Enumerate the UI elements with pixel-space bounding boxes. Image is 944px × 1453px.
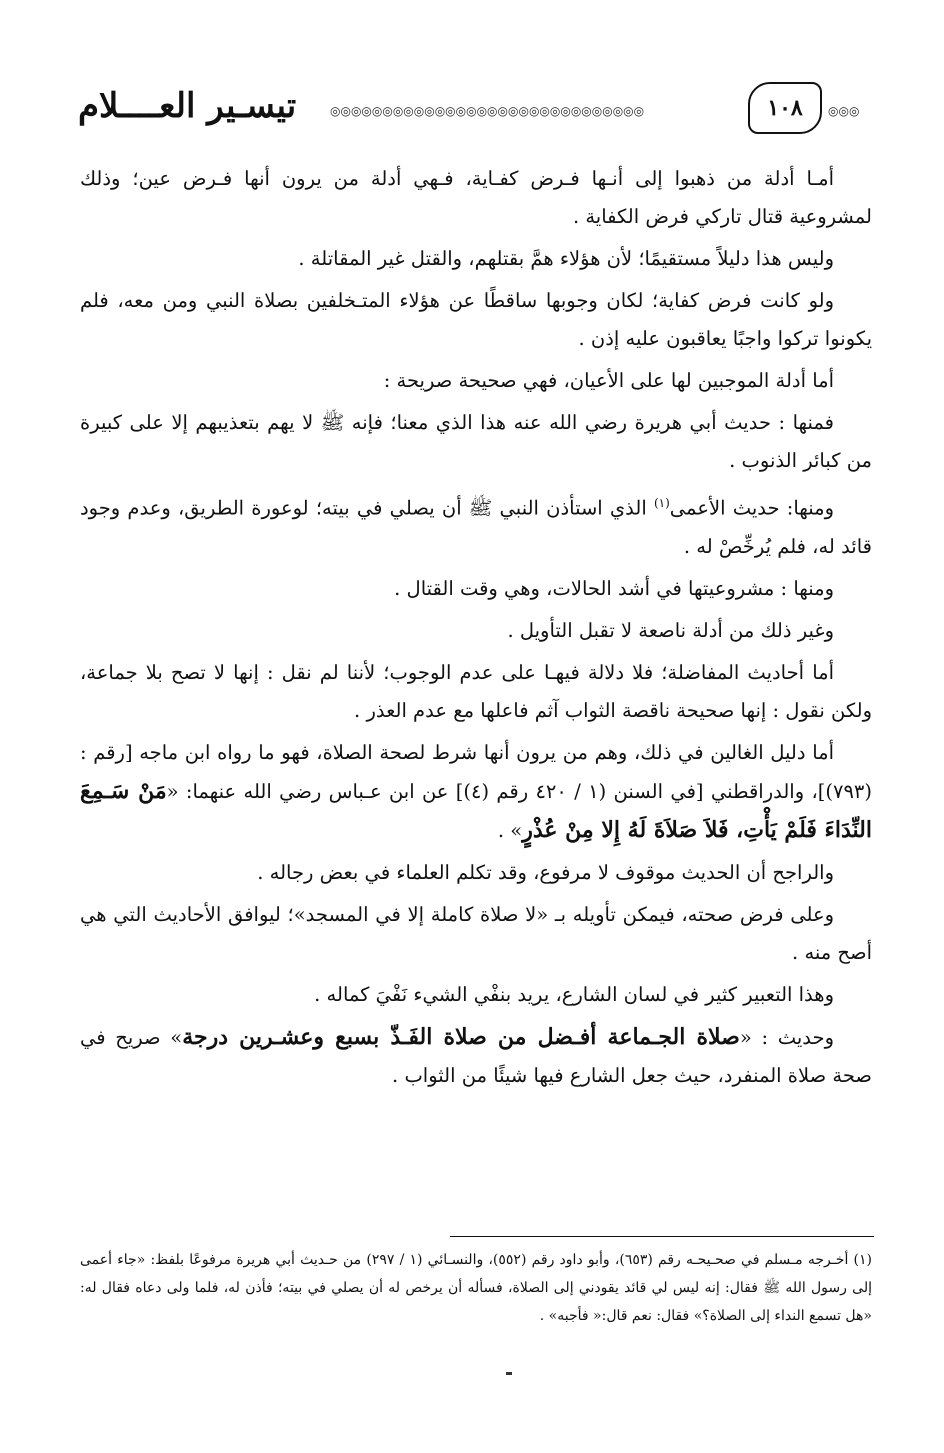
paragraph-text: الذي استأذن النبي ﷺ أن يصلي في بيته؛ لوعورة الطريق، وعدم وجود قائد له، فلم يُرخِّصْ له . — [80, 496, 872, 558]
paragraph — [80, 734, 872, 850]
paragraph-text: » . — [497, 818, 523, 842]
paragraph: وهذا التعبير كثير في لسان الشارع، يريد بنفْي الشيء نَفْيَ كماله . — [314, 982, 834, 1006]
paragraph-text: » صريح في صحة صلاة المنفرد، حيث جعل الشارع فيها شيئًا من الثواب . — [80, 1025, 872, 1087]
paragraph — [80, 484, 872, 566]
paragraph: فمنها : حديث أبي هريرة رضي الله عنه هذا الذي معنا؛ فإنه ﷺ لا يهم بتعذيبهم إلا على كبيرة من كبائر الذنوب . — [80, 411, 872, 472]
paragraph: ولو كانت فرض كفاية؛ لكان وجوبها ساقطًا عن هؤلاء المتـخلفين بصلاة النبي ومن معه، فلم يكونوا تركوا واجبًا يعاقبون عليه إذن . — [80, 289, 872, 350]
paragraph: وعلى فرض صحته، فيمكن تأويله بـ «لا صلاة كاملة إلا في المسجد»؛ ليوافق الأحاديث التي هي أصح منه . — [80, 902, 872, 964]
paragraph-text: ومنها: حديث الأعمى — [669, 496, 834, 520]
header-ornament-short: ◎◎◎ — [828, 104, 860, 118]
footnote — [80, 1246, 872, 1330]
footnote-marker: (١) — [653, 496, 670, 510]
paragraph: أمـا أدلة من ذهبوا إلى أنـها فـرض كفـاية، فـهي أدلة من يرون أنها فـرض عين؛ وذلك لمشروعية قتال تاركي فرض الكفاية . — [80, 167, 872, 228]
paragraph: وليس هذا دليلاً مستقيمًا؛ لأن هؤلاء همَّ بقتلهم، والقتل غير المقاتلة . — [298, 247, 834, 270]
page-number: ١٠٨ — [748, 82, 822, 134]
hadith-quote: مَنْ سَـمِعَ النِّدَاءَ فَلَمْ يَأْتِ، فَلاَ صَلاَةَ لَهُ إِلا مِنْ عُذْرٍ — [80, 777, 872, 843]
paragraph-text: أما دليل الغالين في ذلك، وهم من يرون أنها شرط لصحة الصلاة، فهو ما رواه ابن ماجه [رقم : (٧٩٣)]، والدراقطني [في السنن (١ / ٤٢٠ رقم (٤)] عن ابن عـباس رضي الله عنهما: « — [80, 740, 872, 803]
header-ornament: ◎◎◎◎◎◎◎◎◎◎◎◎◎◎◎◎◎◎◎◎◎◎◎◎◎◎◎◎◎◎ — [330, 104, 645, 118]
paragraph: أما أدلة الموجبين لها على الأعيان، فهي صحيحة صريحة : — [383, 369, 834, 392]
paragraph — [80, 1018, 872, 1095]
footnote-text: (١) أخـرجه مـسلم في صحـيحـه رقم (٦٥٣)، وأبو داود رقم (٥٥٢)، والنسـائي (١ / ٢٩٧) من حـديث أبي هريرة مرفوعًا بلفظ: «جاء أعمى إلى رسول الله ﷺ فقال: إنه ليس لي قائد يقودني إلى الصلاة، فسأله أن يرخص له أن يصلي في بيته؛ فأذن له، فلما ولى دعاه فقال له: «هل تسمع النداء إلى الصلاة؟» فقال: نعم قال:« فأجبه» . — [80, 1252, 873, 1324]
paragraph-text: وحديث : « — [739, 1025, 834, 1049]
paragraph: وغير ذلك من أدلة ناصعة لا تقبل التأويل . — [507, 618, 834, 642]
hadith-quote: صلاة الجـماعة أفـضل من صلاة الفَـذّ بسبع وعشـرين درجة — [182, 1023, 740, 1050]
paragraph: والراجح أن الحديث موقوف لا مرفوع، وقد تكلم العلماء في بعض رجاله . — [257, 860, 834, 884]
footnote-divider — [450, 1236, 874, 1237]
main-text — [80, 160, 872, 1099]
page-header — [72, 82, 874, 138]
book-title: تيسـير العــــلام — [78, 86, 297, 126]
paragraph: ومنها : مشروعيتها في أشد الحالات، وهي وقت القتال . — [394, 576, 834, 600]
page-mark — [506, 1372, 512, 1375]
paragraph: أما أحاديث المفاضلة؛ فلا دلالة فيهـا على عدم الوجوب؛ لأننا لم نقل : إنها لا تصح بلا جماعة، ولكن نقول : إنها صحيحة ناقصة الثواب آثم فاعلها مع عدم العذر . — [80, 660, 872, 722]
